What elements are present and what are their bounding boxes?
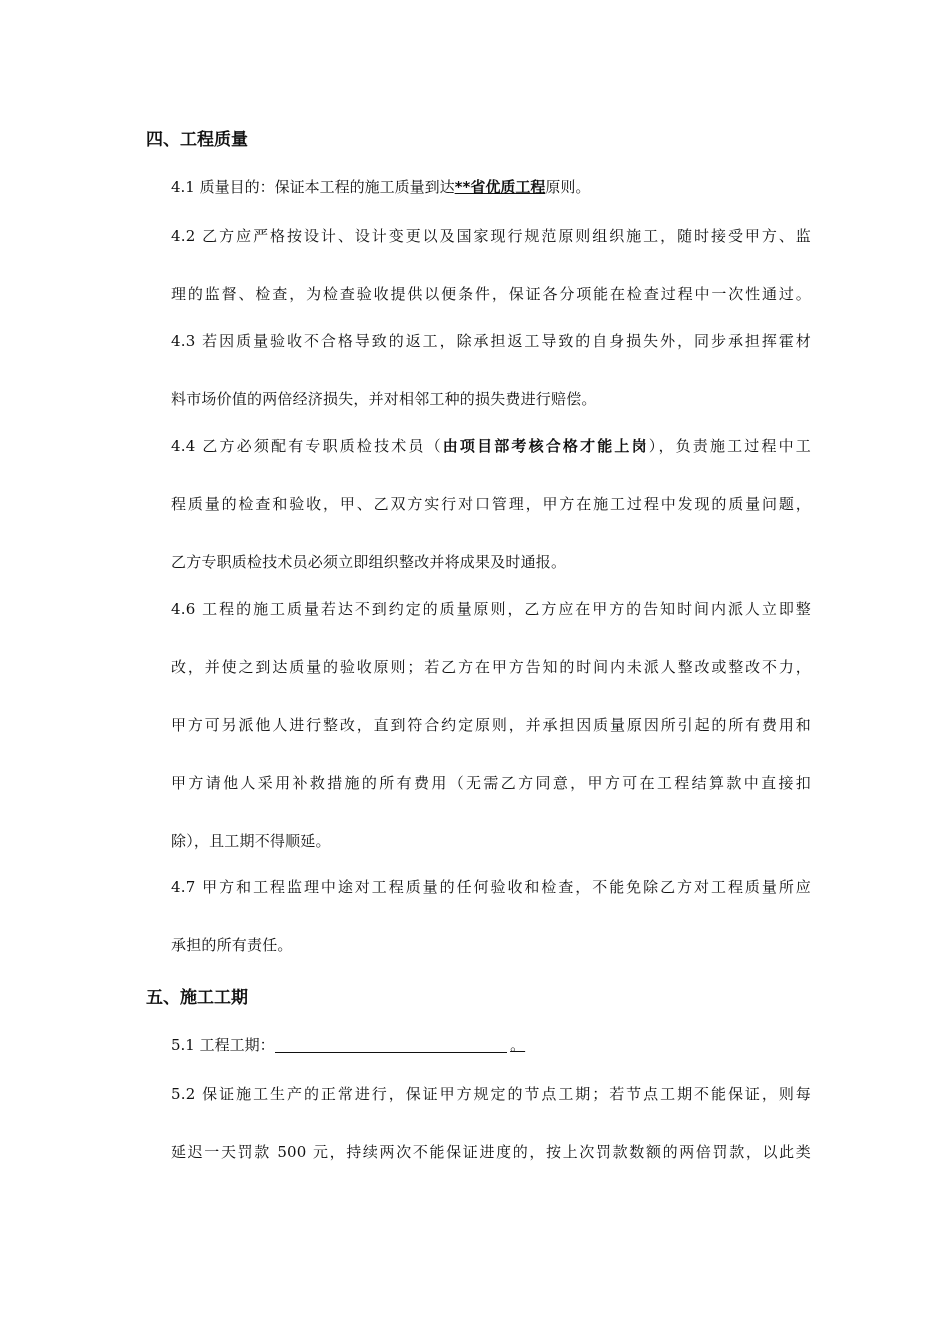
- clause-4-1-prefix: 4.1 质量目的：保证本工程的施工质量到达: [171, 178, 455, 196]
- clause-4-1-suffix: 原则。: [545, 178, 591, 196]
- clause-5-1: [171, 1034, 529, 1055]
- clause-4-6: [171, 580, 811, 870]
- clause-5-1-label: 5.1 工程工期：: [171, 1036, 275, 1054]
- section-5-heading: 五、施工工期: [146, 988, 248, 1008]
- section-4-heading: 四、工程质量: [146, 130, 248, 150]
- clause-4-7: [171, 858, 811, 974]
- period-blank-field[interactable]: [275, 1038, 507, 1053]
- clause-4-4-suffix: ），负责施工过程中工: [648, 437, 811, 455]
- clause-4-4: [171, 417, 811, 591]
- clause-4-2: [171, 207, 811, 323]
- clause-5-1-period: 。: [510, 1036, 526, 1054]
- clause-4-7-line-1: 4.7 甲方和工程监理中途对工程质量的任何验收和检查，不能免除乙方对工程质量所应: [171, 878, 811, 896]
- clause-4-6-line-5: 除），且工期不得顺延。: [171, 832, 331, 850]
- clause-4-3: [171, 312, 811, 428]
- clause-5-2-line-2: 延迟一天罚款 500 元，持续两次不能保证进度的，按上次罚款数额的两倍罚款，以此类: [171, 1143, 811, 1161]
- clause-4-6-line-2: 改，并使之到达质量的验收原则；若乙方在甲方告知的时间内未派人整改或整改不力，: [171, 658, 811, 676]
- clause-4-3-line-2: 料市场价值的两倍经济损失，并对相邻工种的损失费进行赔偿。: [171, 390, 597, 408]
- clause-4-3-line-1: 4.3 若因质量验收不合格导致的返工，除承担返工导致的自身损失外，同步承担挥霍材: [171, 332, 811, 350]
- clause-4-6-line-1: 4.6 工程的施工质量若达不到约定的质量原则，乙方应在甲方的告知时间内派人立即整: [171, 600, 811, 618]
- clause-5-2-line-1: 5.2 保证施工生产的正常进行，保证甲方规定的节点工期；若节点工期不能保证，则每: [171, 1085, 811, 1103]
- clause-5-2: [171, 1065, 811, 1181]
- clause-4-4-line-3: 乙方专职质检技术员必须立即组织整改并将成果及时通报。: [171, 553, 567, 571]
- clause-4-2-line-1: 4.2 乙方应严格按设计、设计变更以及国家现行规范原则组织施工，随时接受甲方、监: [171, 227, 811, 245]
- clause-4-4-line-2: 程质量的检查和验收，甲、乙双方实行对口管理，甲方在施工过程中发现的质量问题，: [171, 495, 811, 513]
- clause-4-7-line-2: 承担的所有责任。: [171, 936, 293, 954]
- clause-4-2-line-2: 理的监督、检查，为检查验收提供以便条件，保证各分项能在检查过程中一次性通过。: [171, 285, 811, 303]
- clause-4-4-line-1: [171, 417, 811, 475]
- clause-4-4-bold: 由项目部考核合格才能上岗: [442, 437, 649, 455]
- clause-4-6-line-3: 甲方可另派他人进行整改，直到符合约定原则，并承担因质量原因所引起的所有费用和: [171, 716, 811, 734]
- clause-4-1: [171, 176, 590, 197]
- clause-4-6-line-4: 甲方请他人采用补救措施的所有费用（无需乙方同意，甲方可在工程结算款中直接扣: [171, 774, 811, 792]
- clause-4-1-highlight: **省优质工程: [454, 178, 546, 196]
- clause-4-4-prefix: 4.4 乙方必须配有专职质检技术员（: [171, 437, 443, 455]
